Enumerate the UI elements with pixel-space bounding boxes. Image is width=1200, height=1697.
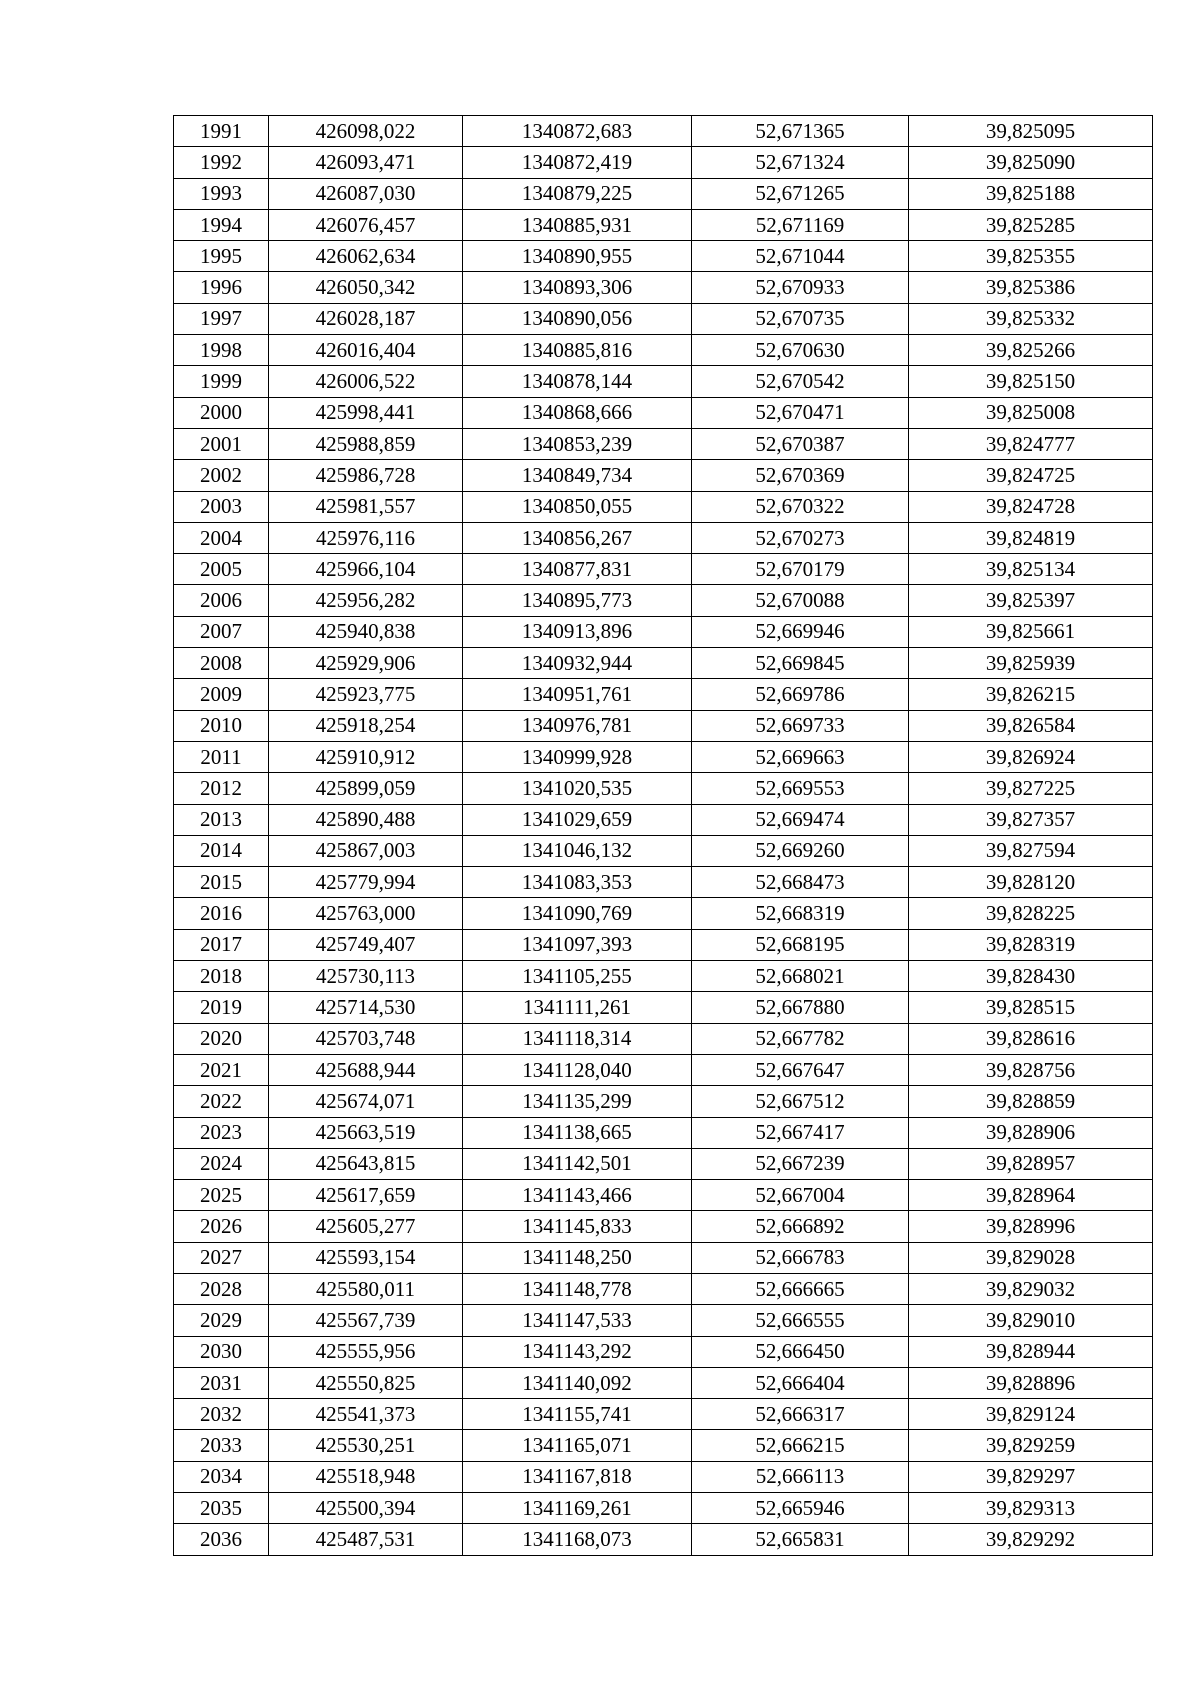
latitude-cell: 52,666555 xyxy=(692,1305,909,1336)
table-row xyxy=(174,1242,1153,1273)
table-row xyxy=(174,992,1153,1023)
latitude-cell: 52,667417 xyxy=(692,1117,909,1148)
x-coordinate-cell: 425663,519 xyxy=(269,1117,463,1148)
table-row xyxy=(174,773,1153,804)
x-coordinate-cell: 425929,906 xyxy=(269,648,463,679)
x-coordinate-cell: 425940,838 xyxy=(269,616,463,647)
year-cell: 2024 xyxy=(174,1148,269,1179)
latitude-cell: 52,668195 xyxy=(692,929,909,960)
year-cell: 1994 xyxy=(174,209,269,240)
latitude-cell: 52,670630 xyxy=(692,335,909,366)
latitude-cell: 52,666113 xyxy=(692,1461,909,1492)
table-row xyxy=(174,241,1153,272)
y-coordinate-cell: 1340877,831 xyxy=(463,554,692,585)
year-cell: 2030 xyxy=(174,1336,269,1367)
longitude-cell: 39,825188 xyxy=(909,178,1153,209)
latitude-cell: 52,666665 xyxy=(692,1273,909,1304)
x-coordinate-cell: 425714,530 xyxy=(269,992,463,1023)
x-coordinate-cell: 425923,775 xyxy=(269,679,463,710)
y-coordinate-cell: 1340885,816 xyxy=(463,335,692,366)
year-cell: 2000 xyxy=(174,397,269,428)
longitude-cell: 39,825355 xyxy=(909,241,1153,272)
year-cell: 2032 xyxy=(174,1399,269,1430)
x-coordinate-cell: 425593,154 xyxy=(269,1242,463,1273)
year-cell: 2023 xyxy=(174,1117,269,1148)
y-coordinate-cell: 1340951,761 xyxy=(463,679,692,710)
year-cell: 1993 xyxy=(174,178,269,209)
table-row xyxy=(174,585,1153,616)
latitude-cell: 52,671265 xyxy=(692,178,909,209)
table-row xyxy=(174,491,1153,522)
table-row xyxy=(174,178,1153,209)
longitude-cell: 39,828120 xyxy=(909,867,1153,898)
x-coordinate-cell: 426006,522 xyxy=(269,366,463,397)
y-coordinate-cell: 1341046,132 xyxy=(463,835,692,866)
table-row xyxy=(174,1430,1153,1461)
year-cell: 2026 xyxy=(174,1211,269,1242)
longitude-cell: 39,825332 xyxy=(909,303,1153,334)
table-row xyxy=(174,1336,1153,1367)
latitude-cell: 52,670471 xyxy=(692,397,909,428)
table-row xyxy=(174,1493,1153,1524)
latitude-cell: 52,671169 xyxy=(692,209,909,240)
longitude-cell: 39,824728 xyxy=(909,491,1153,522)
year-cell: 2029 xyxy=(174,1305,269,1336)
longitude-cell: 39,824725 xyxy=(909,460,1153,491)
table-row xyxy=(174,428,1153,459)
latitude-cell: 52,668473 xyxy=(692,867,909,898)
latitude-cell: 52,670273 xyxy=(692,522,909,553)
longitude-cell: 39,827225 xyxy=(909,773,1153,804)
longitude-cell: 39,828957 xyxy=(909,1148,1153,1179)
x-coordinate-cell: 426062,634 xyxy=(269,241,463,272)
y-coordinate-cell: 1341143,466 xyxy=(463,1180,692,1211)
x-coordinate-cell: 425518,948 xyxy=(269,1461,463,1492)
y-coordinate-cell: 1341165,071 xyxy=(463,1430,692,1461)
longitude-cell: 39,828896 xyxy=(909,1367,1153,1398)
latitude-cell: 52,671044 xyxy=(692,241,909,272)
x-coordinate-cell: 425541,373 xyxy=(269,1399,463,1430)
x-coordinate-cell: 425867,003 xyxy=(269,835,463,866)
x-coordinate-cell: 425730,113 xyxy=(269,961,463,992)
longitude-cell: 39,825134 xyxy=(909,554,1153,585)
table-row xyxy=(174,1367,1153,1398)
x-coordinate-cell: 425779,994 xyxy=(269,867,463,898)
longitude-cell: 39,828515 xyxy=(909,992,1153,1023)
table-row xyxy=(174,835,1153,866)
year-cell: 2005 xyxy=(174,554,269,585)
year-cell: 2007 xyxy=(174,616,269,647)
year-cell: 2011 xyxy=(174,741,269,772)
latitude-cell: 52,670179 xyxy=(692,554,909,585)
table-row xyxy=(174,1054,1153,1085)
year-cell: 2028 xyxy=(174,1273,269,1304)
y-coordinate-cell: 1340932,944 xyxy=(463,648,692,679)
table-row xyxy=(174,648,1153,679)
longitude-cell: 39,825397 xyxy=(909,585,1153,616)
longitude-cell: 39,824777 xyxy=(909,428,1153,459)
table-row xyxy=(174,366,1153,397)
year-cell: 2033 xyxy=(174,1430,269,1461)
y-coordinate-cell: 1340849,734 xyxy=(463,460,692,491)
latitude-cell: 52,666215 xyxy=(692,1430,909,1461)
y-coordinate-cell: 1341111,261 xyxy=(463,992,692,1023)
year-cell: 2035 xyxy=(174,1493,269,1524)
table-row xyxy=(174,554,1153,585)
y-coordinate-cell: 1340885,931 xyxy=(463,209,692,240)
latitude-cell: 52,669786 xyxy=(692,679,909,710)
longitude-cell: 39,828319 xyxy=(909,929,1153,960)
latitude-cell: 52,670088 xyxy=(692,585,909,616)
year-cell: 2018 xyxy=(174,961,269,992)
table-row xyxy=(174,1273,1153,1304)
y-coordinate-cell: 1341168,073 xyxy=(463,1524,692,1555)
y-coordinate-cell: 1341148,250 xyxy=(463,1242,692,1273)
longitude-cell: 39,825150 xyxy=(909,366,1153,397)
table-row xyxy=(174,1305,1153,1336)
y-coordinate-cell: 1340895,773 xyxy=(463,585,692,616)
table-row xyxy=(174,522,1153,553)
x-coordinate-cell: 426028,187 xyxy=(269,303,463,334)
y-coordinate-cell: 1340976,781 xyxy=(463,710,692,741)
y-coordinate-cell: 1341167,818 xyxy=(463,1461,692,1492)
x-coordinate-cell: 425763,000 xyxy=(269,898,463,929)
y-coordinate-cell: 1340853,239 xyxy=(463,428,692,459)
table-row xyxy=(174,1524,1153,1555)
x-coordinate-cell: 425688,944 xyxy=(269,1054,463,1085)
year-cell: 2021 xyxy=(174,1054,269,1085)
x-coordinate-cell: 425674,071 xyxy=(269,1086,463,1117)
y-coordinate-cell: 1341097,393 xyxy=(463,929,692,960)
y-coordinate-cell: 1340878,144 xyxy=(463,366,692,397)
x-coordinate-cell: 425981,557 xyxy=(269,491,463,522)
table-row xyxy=(174,867,1153,898)
latitude-cell: 52,665831 xyxy=(692,1524,909,1555)
x-coordinate-cell: 425749,407 xyxy=(269,929,463,960)
table-row xyxy=(174,209,1153,240)
y-coordinate-cell: 1341155,741 xyxy=(463,1399,692,1430)
table-body xyxy=(174,116,1153,1556)
latitude-cell: 52,670933 xyxy=(692,272,909,303)
x-coordinate-cell: 425555,956 xyxy=(269,1336,463,1367)
longitude-cell: 39,828964 xyxy=(909,1180,1153,1211)
longitude-cell: 39,824819 xyxy=(909,522,1153,553)
longitude-cell: 39,828996 xyxy=(909,1211,1153,1242)
x-coordinate-cell: 425530,251 xyxy=(269,1430,463,1461)
longitude-cell: 39,829124 xyxy=(909,1399,1153,1430)
table-row xyxy=(174,898,1153,929)
year-cell: 2027 xyxy=(174,1242,269,1273)
longitude-cell: 39,826924 xyxy=(909,741,1153,772)
table-row xyxy=(174,1461,1153,1492)
y-coordinate-cell: 1341083,353 xyxy=(463,867,692,898)
latitude-cell: 52,669260 xyxy=(692,835,909,866)
latitude-cell: 52,670322 xyxy=(692,491,909,522)
x-coordinate-cell: 425899,059 xyxy=(269,773,463,804)
latitude-cell: 52,669733 xyxy=(692,710,909,741)
latitude-cell: 52,666317 xyxy=(692,1399,909,1430)
year-cell: 2013 xyxy=(174,804,269,835)
x-coordinate-cell: 425988,859 xyxy=(269,428,463,459)
x-coordinate-cell: 425643,815 xyxy=(269,1148,463,1179)
latitude-cell: 52,670369 xyxy=(692,460,909,491)
year-cell: 2015 xyxy=(174,867,269,898)
latitude-cell: 52,669553 xyxy=(692,773,909,804)
x-coordinate-cell: 425890,488 xyxy=(269,804,463,835)
latitude-cell: 52,667647 xyxy=(692,1054,909,1085)
table-row xyxy=(174,679,1153,710)
year-cell: 2025 xyxy=(174,1180,269,1211)
latitude-cell: 52,669946 xyxy=(692,616,909,647)
longitude-cell: 39,828944 xyxy=(909,1336,1153,1367)
table-row xyxy=(174,397,1153,428)
table-row xyxy=(174,1148,1153,1179)
coordinate-table xyxy=(173,115,1153,1556)
table-row xyxy=(174,1211,1153,1242)
y-coordinate-cell: 1341140,092 xyxy=(463,1367,692,1398)
latitude-cell: 52,666892 xyxy=(692,1211,909,1242)
table-row xyxy=(174,961,1153,992)
longitude-cell: 39,825939 xyxy=(909,648,1153,679)
year-cell: 1992 xyxy=(174,147,269,178)
y-coordinate-cell: 1341143,292 xyxy=(463,1336,692,1367)
year-cell: 2020 xyxy=(174,1023,269,1054)
table-row xyxy=(174,616,1153,647)
longitude-cell: 39,827594 xyxy=(909,835,1153,866)
table-row xyxy=(174,116,1153,147)
table-row xyxy=(174,1180,1153,1211)
table-row xyxy=(174,1117,1153,1148)
y-coordinate-cell: 1341142,501 xyxy=(463,1148,692,1179)
table-row xyxy=(174,1023,1153,1054)
longitude-cell: 39,828225 xyxy=(909,898,1153,929)
y-coordinate-cell: 1341148,778 xyxy=(463,1273,692,1304)
longitude-cell: 39,825386 xyxy=(909,272,1153,303)
year-cell: 2034 xyxy=(174,1461,269,1492)
latitude-cell: 52,667512 xyxy=(692,1086,909,1117)
longitude-cell: 39,825266 xyxy=(909,335,1153,366)
latitude-cell: 52,671324 xyxy=(692,147,909,178)
x-coordinate-cell: 425703,748 xyxy=(269,1023,463,1054)
y-coordinate-cell: 1341128,040 xyxy=(463,1054,692,1085)
y-coordinate-cell: 1340879,225 xyxy=(463,178,692,209)
latitude-cell: 52,670542 xyxy=(692,366,909,397)
longitude-cell: 39,828430 xyxy=(909,961,1153,992)
y-coordinate-cell: 1341135,299 xyxy=(463,1086,692,1117)
y-coordinate-cell: 1340850,055 xyxy=(463,491,692,522)
x-coordinate-cell: 425617,659 xyxy=(269,1180,463,1211)
year-cell: 2004 xyxy=(174,522,269,553)
latitude-cell: 52,666404 xyxy=(692,1367,909,1398)
table-row xyxy=(174,272,1153,303)
x-coordinate-cell: 425550,825 xyxy=(269,1367,463,1398)
x-coordinate-cell: 425986,728 xyxy=(269,460,463,491)
y-coordinate-cell: 1340890,056 xyxy=(463,303,692,334)
year-cell: 2014 xyxy=(174,835,269,866)
table-row xyxy=(174,335,1153,366)
year-cell: 2001 xyxy=(174,428,269,459)
longitude-cell: 39,829259 xyxy=(909,1430,1153,1461)
x-coordinate-cell: 425500,394 xyxy=(269,1493,463,1524)
y-coordinate-cell: 1340872,419 xyxy=(463,147,692,178)
longitude-cell: 39,829010 xyxy=(909,1305,1153,1336)
year-cell: 1997 xyxy=(174,303,269,334)
latitude-cell: 52,669845 xyxy=(692,648,909,679)
x-coordinate-cell: 425580,011 xyxy=(269,1273,463,1304)
longitude-cell: 39,828616 xyxy=(909,1023,1153,1054)
x-coordinate-cell: 426076,457 xyxy=(269,209,463,240)
x-coordinate-cell: 425910,912 xyxy=(269,741,463,772)
year-cell: 2010 xyxy=(174,710,269,741)
longitude-cell: 39,829313 xyxy=(909,1493,1153,1524)
x-coordinate-cell: 425487,531 xyxy=(269,1524,463,1555)
y-coordinate-cell: 1340868,666 xyxy=(463,397,692,428)
latitude-cell: 52,669474 xyxy=(692,804,909,835)
y-coordinate-cell: 1341145,833 xyxy=(463,1211,692,1242)
year-cell: 1999 xyxy=(174,366,269,397)
year-cell: 2017 xyxy=(174,929,269,960)
x-coordinate-cell: 426050,342 xyxy=(269,272,463,303)
x-coordinate-cell: 426098,022 xyxy=(269,116,463,147)
y-coordinate-cell: 1341029,659 xyxy=(463,804,692,835)
year-cell: 2006 xyxy=(174,585,269,616)
y-coordinate-cell: 1341105,255 xyxy=(463,961,692,992)
table-row xyxy=(174,804,1153,835)
longitude-cell: 39,829297 xyxy=(909,1461,1153,1492)
x-coordinate-cell: 426087,030 xyxy=(269,178,463,209)
latitude-cell: 52,665946 xyxy=(692,1493,909,1524)
year-cell: 2031 xyxy=(174,1367,269,1398)
year-cell: 2002 xyxy=(174,460,269,491)
year-cell: 1991 xyxy=(174,116,269,147)
latitude-cell: 52,670735 xyxy=(692,303,909,334)
y-coordinate-cell: 1341169,261 xyxy=(463,1493,692,1524)
longitude-cell: 39,828859 xyxy=(909,1086,1153,1117)
x-coordinate-cell: 425605,277 xyxy=(269,1211,463,1242)
x-coordinate-cell: 425976,116 xyxy=(269,522,463,553)
latitude-cell: 52,666450 xyxy=(692,1336,909,1367)
latitude-cell: 52,668319 xyxy=(692,898,909,929)
year-cell: 2009 xyxy=(174,679,269,710)
year-cell: 2003 xyxy=(174,491,269,522)
longitude-cell: 39,826584 xyxy=(909,710,1153,741)
y-coordinate-cell: 1340890,955 xyxy=(463,241,692,272)
table-row xyxy=(174,460,1153,491)
longitude-cell: 39,829032 xyxy=(909,1273,1153,1304)
year-cell: 2036 xyxy=(174,1524,269,1555)
latitude-cell: 52,667782 xyxy=(692,1023,909,1054)
longitude-cell: 39,829292 xyxy=(909,1524,1153,1555)
longitude-cell: 39,825095 xyxy=(909,116,1153,147)
y-coordinate-cell: 1340872,683 xyxy=(463,116,692,147)
longitude-cell: 39,827357 xyxy=(909,804,1153,835)
latitude-cell: 52,667004 xyxy=(692,1180,909,1211)
latitude-cell: 52,671365 xyxy=(692,116,909,147)
latitude-cell: 52,667880 xyxy=(692,992,909,1023)
latitude-cell: 52,669663 xyxy=(692,741,909,772)
year-cell: 2012 xyxy=(174,773,269,804)
year-cell: 1996 xyxy=(174,272,269,303)
latitude-cell: 52,667239 xyxy=(692,1148,909,1179)
latitude-cell: 52,666783 xyxy=(692,1242,909,1273)
x-coordinate-cell: 425918,254 xyxy=(269,710,463,741)
longitude-cell: 39,825285 xyxy=(909,209,1153,240)
x-coordinate-cell: 426016,404 xyxy=(269,335,463,366)
table-row xyxy=(174,1086,1153,1117)
longitude-cell: 39,825008 xyxy=(909,397,1153,428)
latitude-cell: 52,670387 xyxy=(692,428,909,459)
year-cell: 1995 xyxy=(174,241,269,272)
y-coordinate-cell: 1341147,533 xyxy=(463,1305,692,1336)
x-coordinate-cell: 425998,441 xyxy=(269,397,463,428)
table-row xyxy=(174,710,1153,741)
year-cell: 2019 xyxy=(174,992,269,1023)
y-coordinate-cell: 1341138,665 xyxy=(463,1117,692,1148)
table-row xyxy=(174,1399,1153,1430)
longitude-cell: 39,829028 xyxy=(909,1242,1153,1273)
longitude-cell: 39,828906 xyxy=(909,1117,1153,1148)
y-coordinate-cell: 1340913,896 xyxy=(463,616,692,647)
y-coordinate-cell: 1340999,928 xyxy=(463,741,692,772)
y-coordinate-cell: 1340856,267 xyxy=(463,522,692,553)
year-cell: 2008 xyxy=(174,648,269,679)
x-coordinate-cell: 425956,282 xyxy=(269,585,463,616)
year-cell: 2022 xyxy=(174,1086,269,1117)
table-row xyxy=(174,303,1153,334)
x-coordinate-cell: 426093,471 xyxy=(269,147,463,178)
longitude-cell: 39,826215 xyxy=(909,679,1153,710)
longitude-cell: 39,825661 xyxy=(909,616,1153,647)
y-coordinate-cell: 1341090,769 xyxy=(463,898,692,929)
x-coordinate-cell: 425567,739 xyxy=(269,1305,463,1336)
year-cell: 1998 xyxy=(174,335,269,366)
longitude-cell: 39,828756 xyxy=(909,1054,1153,1085)
table-row xyxy=(174,929,1153,960)
y-coordinate-cell: 1341118,314 xyxy=(463,1023,692,1054)
longitude-cell: 39,825090 xyxy=(909,147,1153,178)
table-row xyxy=(174,147,1153,178)
table-row xyxy=(174,741,1153,772)
y-coordinate-cell: 1341020,535 xyxy=(463,773,692,804)
x-coordinate-cell: 425966,104 xyxy=(269,554,463,585)
latitude-cell: 52,668021 xyxy=(692,961,909,992)
y-coordinate-cell: 1340893,306 xyxy=(463,272,692,303)
year-cell: 2016 xyxy=(174,898,269,929)
